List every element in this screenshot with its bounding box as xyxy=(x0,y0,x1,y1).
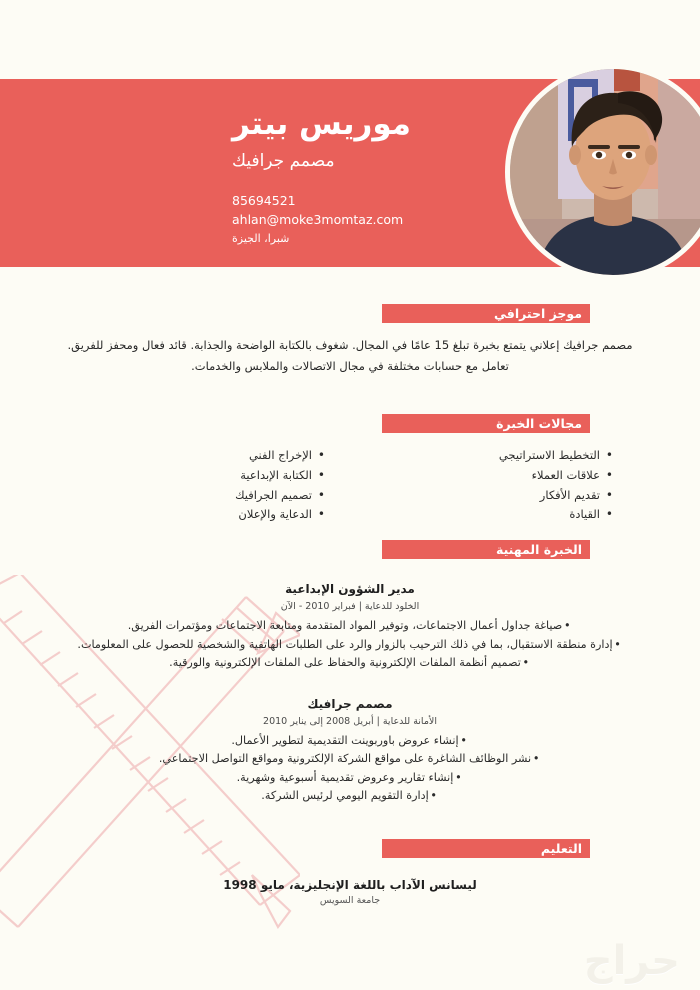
list-item xyxy=(62,654,638,672)
avatar-photo xyxy=(510,69,700,275)
job-title: مصمم جرافيك xyxy=(307,696,393,711)
list-item: • علاقات العملاء xyxy=(350,466,613,486)
skills-heading: مجالات الخبرة xyxy=(382,414,590,433)
bullet-text: إنشاء عروض باوربوينت التقديمية لتطوير الأعمال. xyxy=(231,733,459,747)
education-heading-row xyxy=(0,839,700,858)
summary-heading-row xyxy=(0,304,700,323)
experience-job-2 xyxy=(0,695,700,806)
contact-email: ahlan@moke3momtaz.com xyxy=(232,212,404,228)
section-education xyxy=(0,839,700,906)
bullet-icon: • xyxy=(460,733,467,747)
skills-columns xyxy=(0,446,700,525)
list-item xyxy=(62,636,638,654)
bullet-icon: • xyxy=(614,637,621,651)
bullet-icon: • xyxy=(563,619,571,633)
education-degree: ليسانس الآداب باللغة الإنجليزية، مايو 1998 xyxy=(223,878,477,892)
bullet-icon: • xyxy=(455,770,462,784)
bullet-text: إنشاء تقارير وعروض تقديمية أسبوعية وشهرية. xyxy=(236,770,454,784)
job-bullets xyxy=(0,732,700,806)
bullet-text: تصميم أنظمة الملفات الإلكترونية والحفاظ على الملفات الإلكترونية والورقية. xyxy=(169,656,521,670)
list-item: • الكتابة الإبداعية xyxy=(62,466,325,486)
job-meta: الأمانة للدعاية | أبريل 2008 إلى يناير 2010 xyxy=(263,715,437,727)
list-item xyxy=(62,769,638,787)
section-summary xyxy=(0,304,700,378)
skills-column-left xyxy=(350,446,638,525)
skills-list-left xyxy=(350,446,613,525)
list-item: • القيادة xyxy=(350,505,613,525)
list-item xyxy=(62,750,638,768)
bullet-text: إدارة التقويم اليومي لرئيس الشركة. xyxy=(261,789,429,803)
list-item: • تصميم الجرافيك xyxy=(62,486,325,506)
bullet-text: صياغة جداول أعمال الاجتماعات، وتوفير المواد المتقدمة ومتابعة الاجتماعات ومؤتمرات الفريق. xyxy=(127,619,563,633)
bullet-icon: • xyxy=(522,656,530,670)
education-heading: التعليم xyxy=(382,839,590,858)
section-skills xyxy=(0,414,700,525)
skills-heading-row xyxy=(0,414,700,433)
bullet-text: نشر الوظائف الشاغرة على مواقع الشركة الإلكترونية ومواقع التواصل الاجتماعي. xyxy=(158,752,532,766)
experience-heading: الخبرة المهنية xyxy=(382,540,590,559)
list-item xyxy=(62,787,638,805)
bullet-icon: • xyxy=(430,789,438,803)
list-item: • التخطيط الاستراتيجي xyxy=(350,446,613,466)
bullet-text: إدارة منطقة الاستقبال، بما في ذلك الترحيب بالزوار والرد على الطلبات الهاتفية والشخصية للحصول على المعلومات. xyxy=(77,637,613,651)
skills-column-right xyxy=(62,446,350,525)
experience-job-1 xyxy=(0,580,700,673)
job-meta: الخلود للدعاية | فبراير 2010 - الآن xyxy=(280,601,420,612)
summary-heading: موجز احترافي xyxy=(382,304,590,323)
skills-list-right xyxy=(62,446,325,525)
education-institution: جامعة السويس xyxy=(319,895,381,906)
section-experience xyxy=(0,540,700,806)
list-item: • تقديم الأفكار xyxy=(350,486,613,506)
site-watermark: حراج xyxy=(583,938,680,984)
header-job-title: مصمم جرافيك xyxy=(232,151,335,171)
bullet-icon: • xyxy=(532,752,540,766)
contact-address: شبرا، الجيزة xyxy=(232,231,290,245)
list-item: • الدعاية والإعلان xyxy=(62,505,325,525)
job-bullets xyxy=(0,617,700,672)
experience-heading-row xyxy=(0,540,700,559)
job-title: مدير الشؤون الإبداعية xyxy=(285,582,415,596)
summary-text: مصمم جرافيك إعلاني يتمتع بخبرة تبلغ 15 عامًا في المجال. شغوف بالكتابة الواضحة والجذابة. قائد فعال ومحفز للفريق. تعامل مع حسابات مختلفة في مجال الاتصالات والملابس والخدمات. xyxy=(67,338,633,374)
list-item: • الإخراج الفني xyxy=(62,446,325,466)
list-item xyxy=(62,617,638,635)
list-item xyxy=(62,732,638,750)
page-title: موريس بيتر xyxy=(232,106,411,142)
contact-phone: 85694521 xyxy=(232,193,296,208)
